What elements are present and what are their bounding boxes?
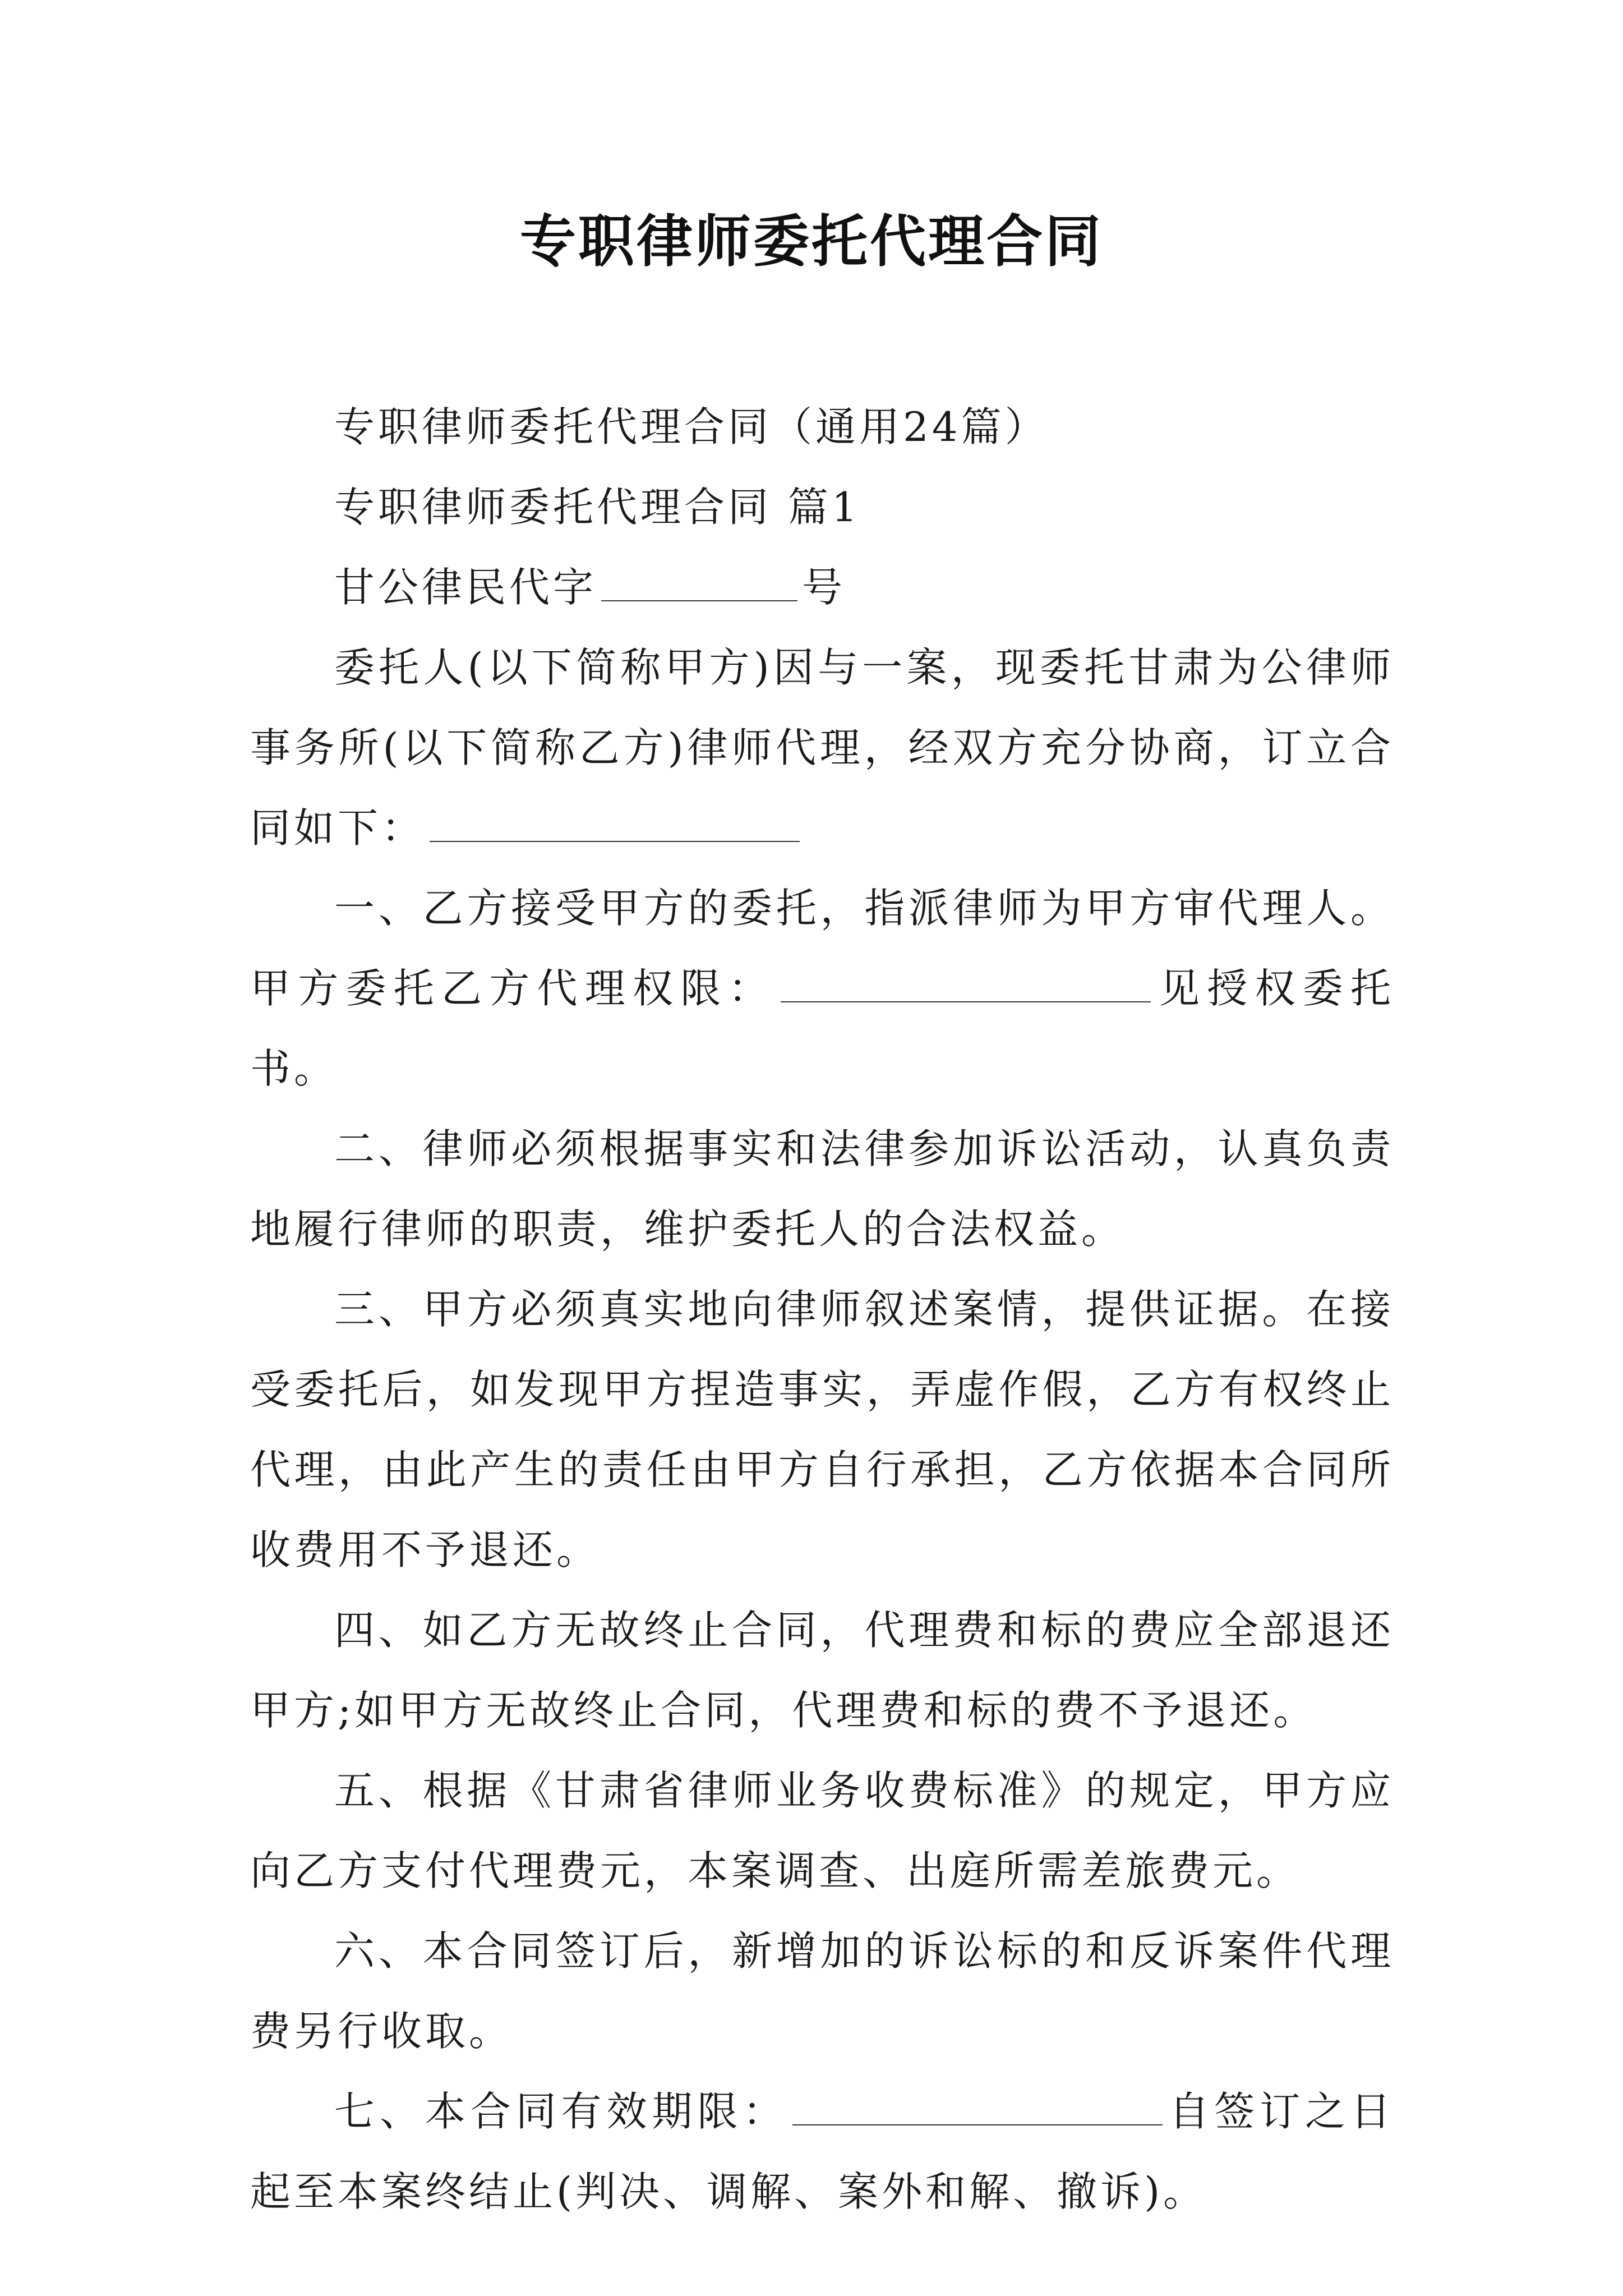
intro-blank [430,807,800,842]
clause-2: 二、律师必须根据事实和法律参加诉讼活动，认真负责地履行律师的职责，维护委托人的合法权益。 [250,1125,1394,1253]
authority-blank [781,968,1151,1002]
clause-7-text-a: 七、本合同有效期限： [334,2088,789,2135]
clause-1-text-a: 一、乙方接受甲方的委托，指派律师为甲方审代理人。甲方委托乙方代理权限： [250,885,1394,1012]
clause-1 [250,868,1394,1109]
validity-blank [792,2091,1163,2125]
clause-6: 六、本合同签订后，新增加的诉讼标的和反诉案件代理费另行收取。 [250,1927,1394,2055]
subtitle: 专职律师委托代理合同（通用24篇） [334,403,1049,450]
clause-1-text-b: 见授权委托书。 [250,965,1394,1092]
clause-4: 四、如乙方无故终止合同，代理费和标的费应全部退还甲方;如甲方无故终止合同，代理费和标的费不予退还。 [250,1607,1394,1734]
reference-number [250,547,1394,628]
document-body [250,387,1394,2232]
clause-7-text-b: 自签订之日起至本案终结止(判决、调解、案外和解、撤诉)。 [250,2088,1394,2215]
ref-number-blank [601,567,797,601]
document-title: 专职律师委托代理合同 [520,208,1103,274]
ref-prefix: 甘公律民代字 [334,564,597,611]
intro-text: 委托人(以下简称甲方)因与一案，现委托甘肃为公律师事务所(以下简称乙方)律师代理，经双方充分协商，订立合同如下： [250,644,1394,852]
ref-suffix: 号 [802,564,846,611]
section-heading: 专职律师委托代理合同 篇1 [334,484,861,531]
intro-paragraph [250,628,1394,868]
clause-5: 五、根据《甘肃省律师业务收费标准》的规定，甲方应向乙方支付代理费元，本案调查、出庭所需差旅费元。 [250,1767,1394,1894]
clause-3: 三、甲方必须真实地向律师叙述案情，提供证据。在接受委托后，如发现甲方捏造事实，弄虚作假，乙方有权终止代理，由此产生的责任由甲方自行承担，乙方依据本合同所收费用不予退还。 [250,1286,1394,1573]
clause-7 [250,2072,1394,2232]
